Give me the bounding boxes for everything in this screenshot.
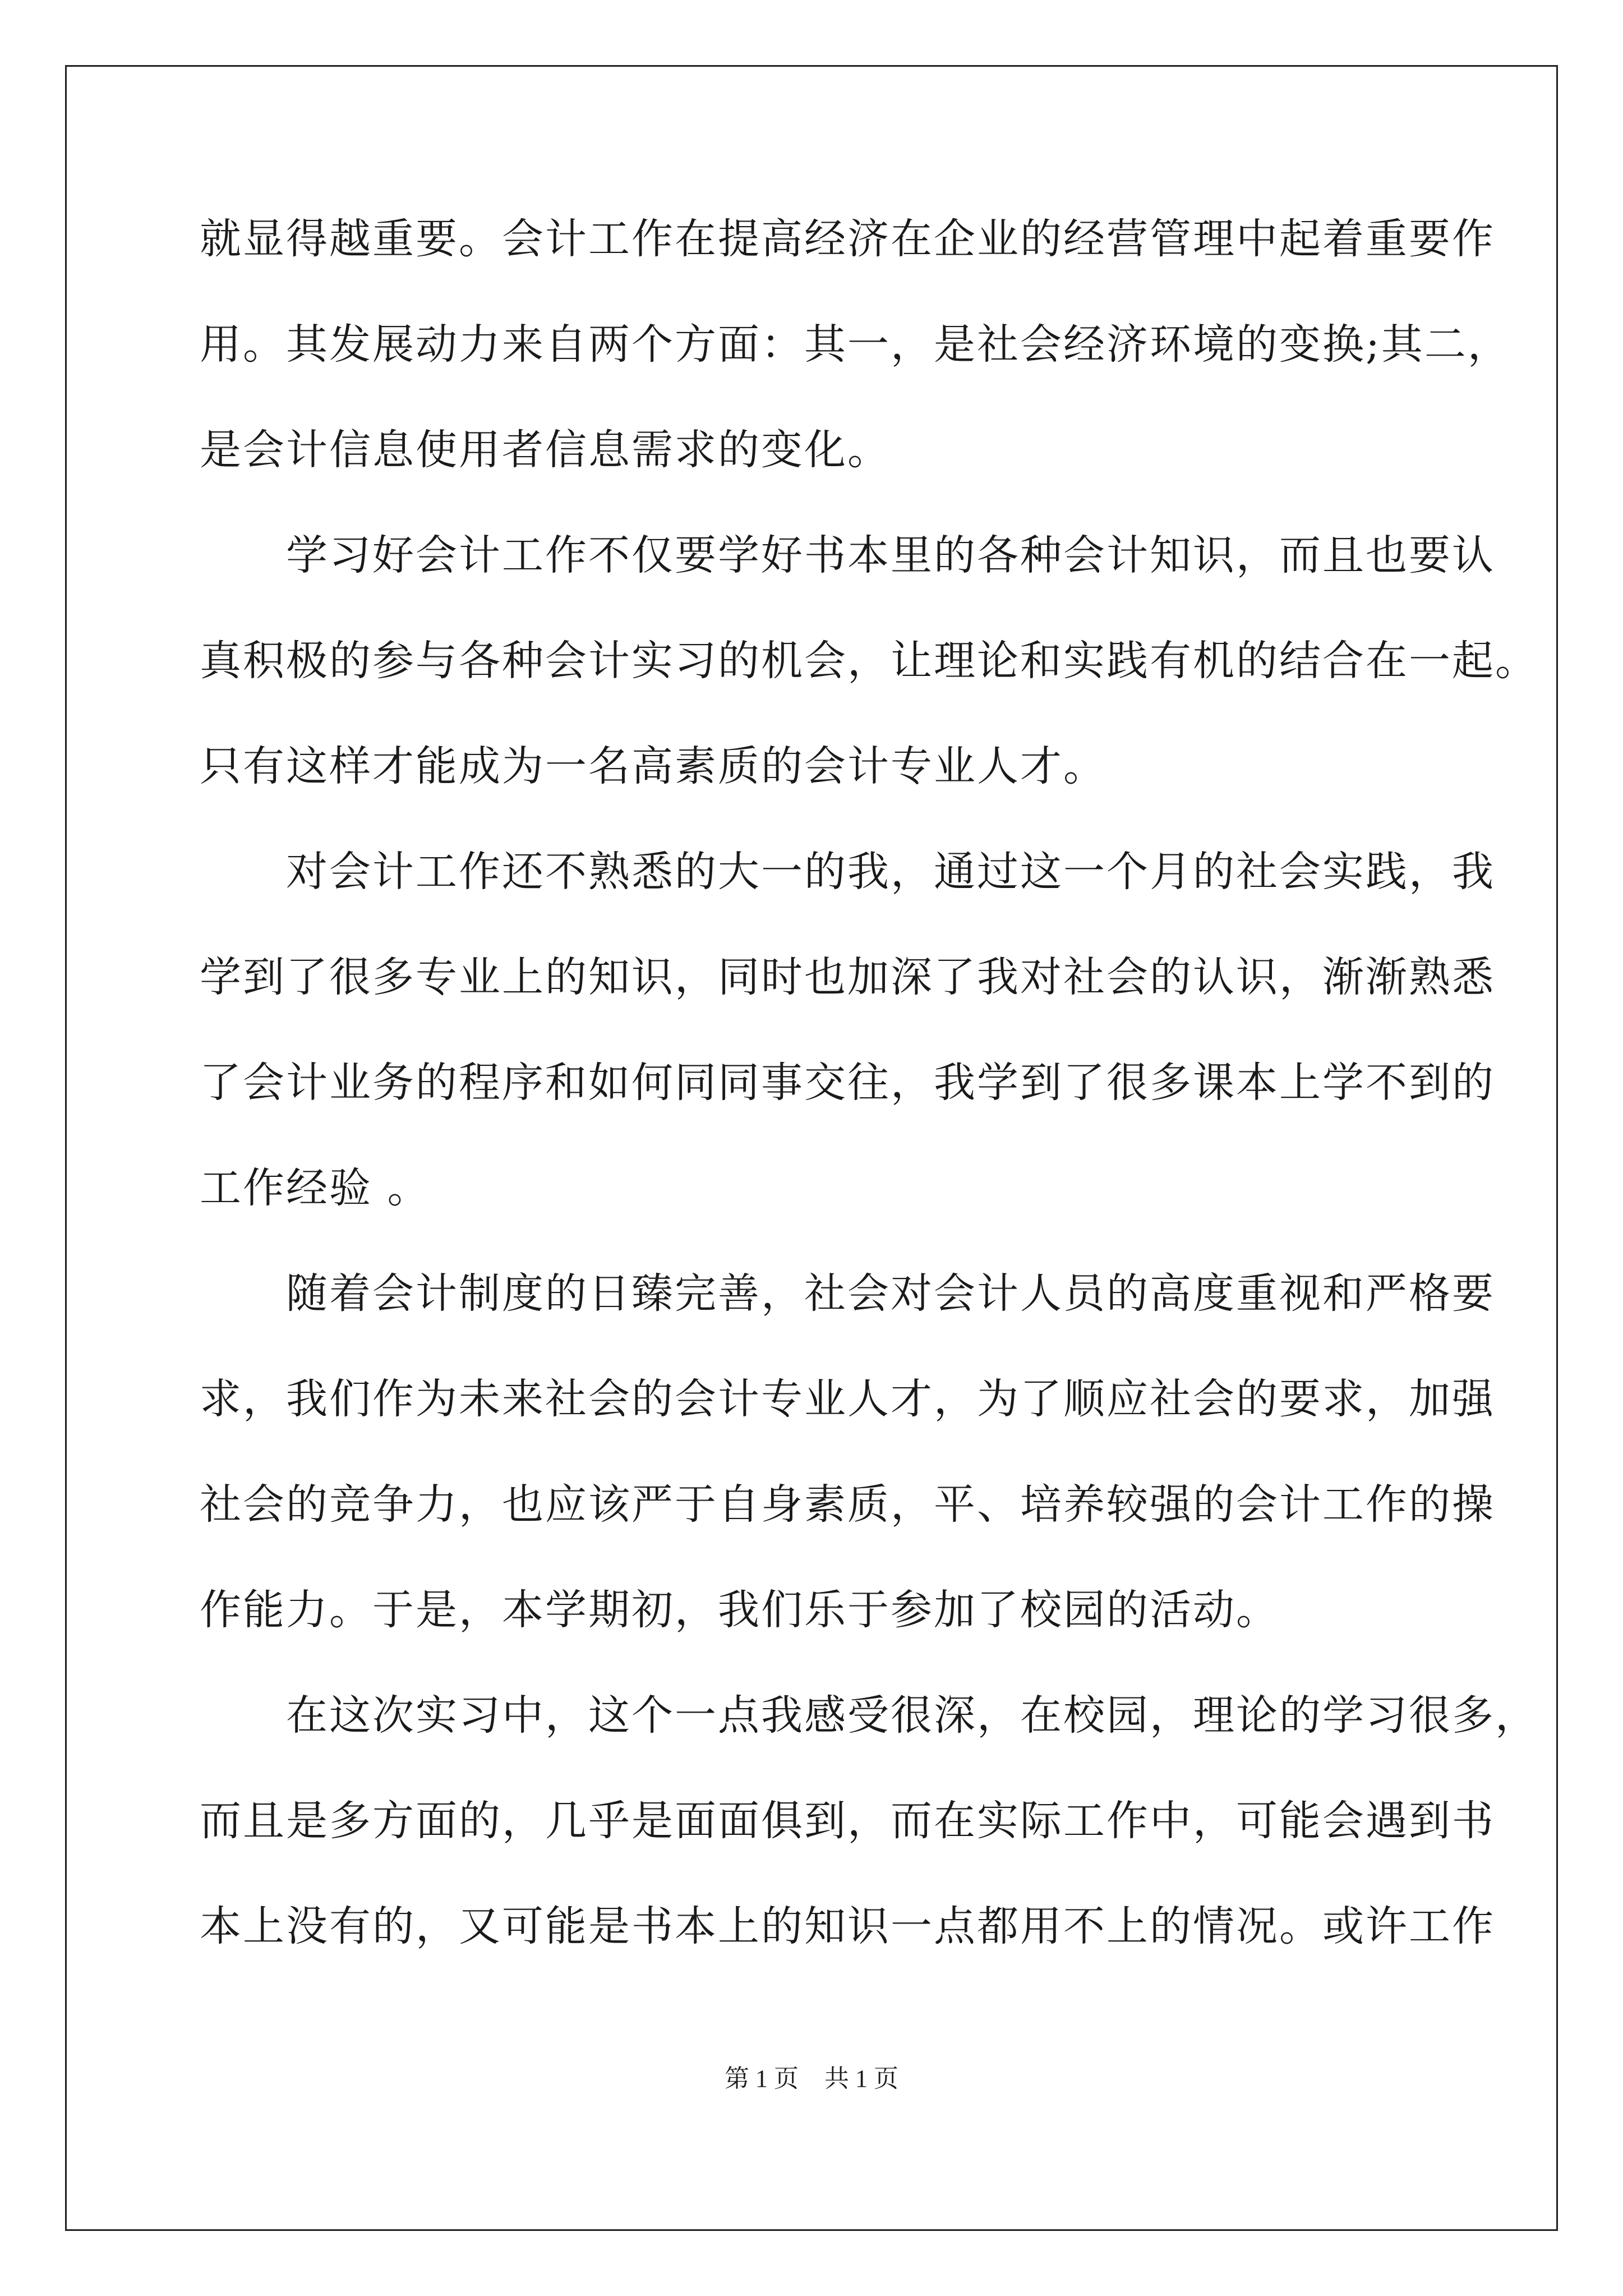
- page-footer: [0, 2062, 1623, 2096]
- text-line: 工作经验 。: [200, 1164, 431, 1212]
- page-number: 第 1 页: [725, 2065, 799, 2092]
- text-line: 本上没有的，又可能是书本上的知识一点都用不上的情况。或许工作: [200, 1902, 1495, 1950]
- text-line: 而且是多方面的，几乎是面面俱到，而在实际工作中，可能会遇到书: [200, 1797, 1495, 1845]
- page-total: 共 1 页: [824, 2065, 898, 2092]
- text-line: 求，我们作为未来社会的会计专业人才，为了顺应社会的要求，加强: [200, 1375, 1495, 1423]
- text-line: 学习好会计工作不仅要学好书本里的各种会计知识，而且也要认: [200, 531, 1495, 579]
- document-body: [200, 208, 1538, 2000]
- text-line: 随着会计制度的日臻完善，社会对会计人员的高度重视和严格要: [200, 1269, 1495, 1318]
- text-line: 作能力。于是，本学期初，我们乐于参加了校园的活动。: [200, 1586, 1279, 1634]
- text-line: 真积极的参与各种会计实习的机会，让理论和实践有机的结合在一起。: [200, 637, 1538, 685]
- text-line: 社会的竞争力，也应该严于自身素质，平、培养较强的会计工作的操: [200, 1480, 1495, 1529]
- text-line: 学到了很多专业上的知识，同时也加深了我对社会的认识，渐渐熟悉: [200, 953, 1495, 1001]
- text-line: 只有这样才能成为一名高素质的会计专业人才。: [200, 742, 1106, 790]
- text-line: 就显得越重要。会计工作在提高经济在企业的经营管理中起着重要作: [200, 215, 1495, 263]
- text-line: 用。其发展动力来自两个方面：其一，是社会经济环境的变换;其二，: [200, 320, 1511, 369]
- text-line: 在这次实习中，这个一点我感受很深，在校园，理论的学习很多，: [200, 1691, 1538, 1740]
- text-line: 是会计信息使用者信息需求的变化。: [200, 426, 891, 474]
- text-line: 对会计工作还不熟悉的大一的我，通过这一个月的社会实践，我: [200, 848, 1495, 896]
- text-line: 了会计业务的程序和如何同同事交往，我学到了很多课本上学不到的: [200, 1059, 1495, 1107]
